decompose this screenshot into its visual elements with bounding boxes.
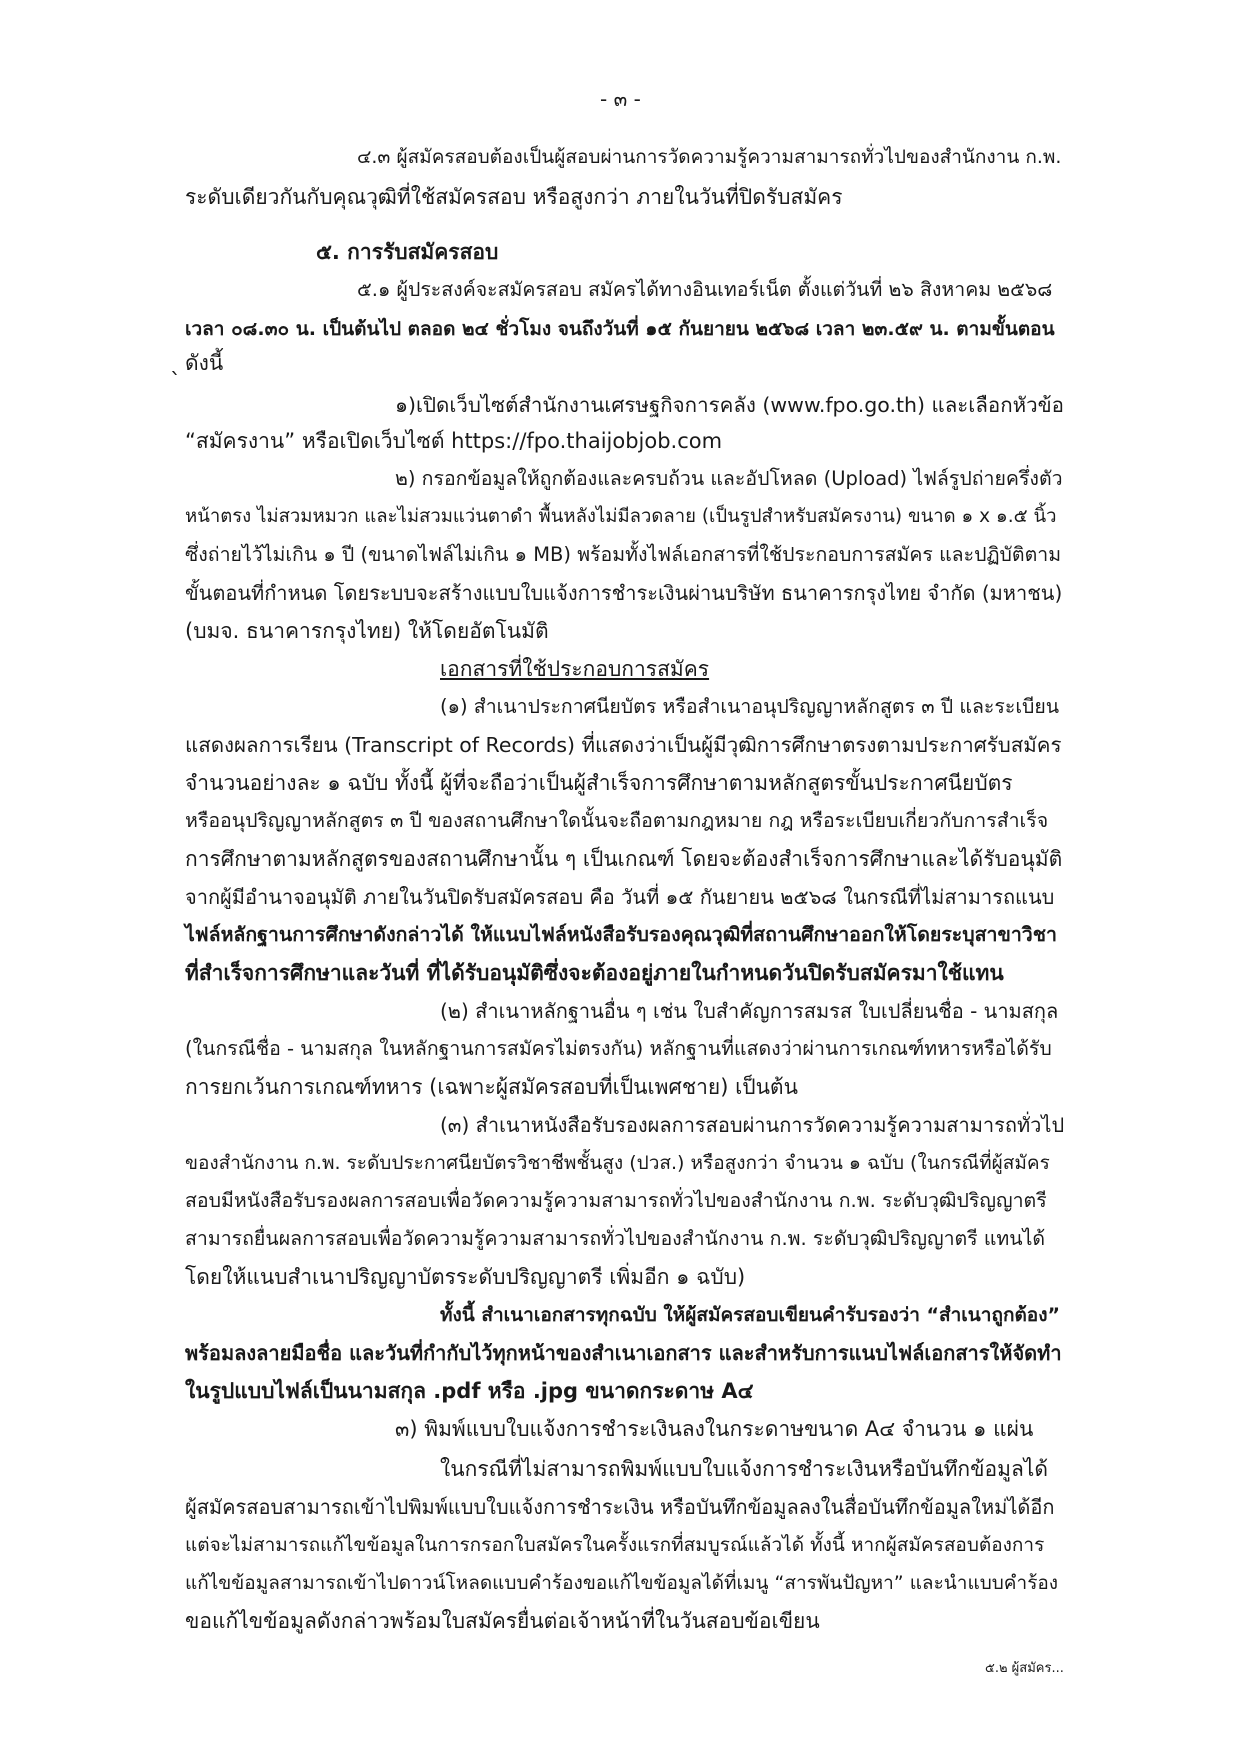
text-line: จำนวนอย่างละ ๑ ฉบับ ทั้งนี้ ผู้ที่จะถือว่าเป็นผู้สำเร็จการศึกษาตามหลักสูตรขั้นประกาศนียบัตร	[185, 771, 1013, 795]
text-line: ๑)เปิดเว็บไซต์สำนักงานเศรษฐกิจการคลัง (www.fpo.go.th) และเลือกหัวข้อ	[395, 393, 1064, 417]
text-line: จากผู้มีอำนาจอนุมัติ ภายในวันปิดรับสมัครสอบ คือ วันที่ ๑๕ กันยายน ๒๕๖๘ ในกรณีที่ไม่สามารถแนบ	[185, 885, 1055, 909]
text-line: ๒) กรอกข้อมูลให้ถูกต้องและครบถ้วน และอัปโหลด (Upload) ไฟล์รูปถ่ายครึ่งตัว	[395, 467, 1063, 490]
text-line: เวลา ๐๘.๓๐ น. เป็นต้นไป ตลอด ๒๔ ชั่วโมง จนถึงวันที่ ๑๕ กันยายน ๒๕๖๘ เวลา ๒๓.๕๙ น. ตามขั้นตอน	[185, 318, 1055, 340]
text-line: “สมัครงาน” หรือเปิดเว็บไซต์ https://fpo.thaijobjob.com	[185, 429, 723, 453]
stray-mark: `	[170, 370, 181, 395]
text-line: โดยให้แนบสำเนาปริญญาบัตรระดับปริญญาตรี เพิ่มอีก ๑ ฉบับ)	[185, 1265, 746, 1289]
text-line: การยกเว้นการเกณฑ์ทหาร (เฉพาะผู้สมัครสอบที่เป็นเพศชาย) เป็นต้น	[185, 1075, 798, 1099]
text-line: ผู้สมัครสอบสามารถเข้าไปพิมพ์แบบใบแจ้งการชำระเงิน หรือบันทึกข้อมูลลงในสื่อบันทึกข้อมูลใหม่ได้อีก	[185, 1495, 1055, 1519]
text-line: ในกรณีที่ไม่สามารถพิมพ์แบบใบแจ้งการชำระเงินหรือบันทึกข้อมูลได้	[440, 1457, 1049, 1481]
text-line: ระดับเดียวกันกับคุณวุฒิที่ใช้สมัครสอบ หรือสูงกว่า ภายในวันที่ปิดรับสมัคร	[185, 185, 843, 209]
text-line: ๕.๒ ผู้สมัคร...	[985, 1661, 1064, 1676]
text-line: แต่จะไม่สามารถแก้ไขข้อมูลในการกรอกใบสมัครในครั้งแรกที่สมบูรณ์แล้วได้ ทั้งนี้ หากผู้สมัครสอบต้องการ	[185, 1534, 1045, 1556]
text-line: (ในกรณีชื่อ - นามสกุล ในหลักฐานการสมัครไม่ตรงกัน) หลักฐานที่แสดงว่าผ่านการเกณฑ์ทหารหรือได้รับ	[185, 1037, 1052, 1060]
text-line: ๔.๓ ผู้สมัครสอบต้องเป็นผู้สอบผ่านการวัดความรู้ความสามารถทั่วไปของสำนักงาน ก.พ.	[357, 146, 1062, 168]
text-line: ๓) พิมพ์แบบใบแจ้งการชำระเงินลงในกระดาษขนาด A๔ จำนวน ๑ แผ่น	[395, 1417, 1034, 1441]
text-line: ดังนี้	[185, 351, 224, 375]
text-line: สอบมีหนังสือรับรองผลการสอบเพื่อวัดความรู้ความสามารถทั่วไปของสำนักงาน ก.พ. ระดับวุฒิปริญญาตรี	[185, 1189, 1047, 1212]
text-line: ๕.๑ ผู้ประสงค์จะสมัครสอบ สมัครได้ทางอินเทอร์เน็ต ตั้งแต่วันที่ ๒๖ สิงหาคม ๒๕๖๘	[357, 278, 1053, 301]
text-line: พร้อมลงลายมือชื่อ และวันที่กำกับไว้ทุกหน้าของสำเนาเอกสาร และสำหรับการแนบไฟล์เอกสารให้จัดทำ	[185, 1341, 1062, 1365]
text-line: ทั้งนี้ สำเนาเอกสารทุกฉบับ ให้ผู้สมัครสอบเขียนคำรับรองว่า “สำเนาถูกต้อง”	[440, 1304, 1060, 1326]
text-line: ขั้นตอนที่กำหนด โดยระบบจะสร้างแบบใบแจ้งการชำระเงินผ่านบริษัท ธนาคารกรุงไทย จำกัด (มหาชน)	[185, 581, 1063, 605]
text-line: แสดงผลการเรียน (Transcript of Records) ที่แสดงว่าเป็นผู้มีวุฒิการศึกษาตรงตามประกาศรับสมัคร	[185, 733, 1062, 757]
text-line: แก้ไขข้อมูลสามารถเข้าไปดาวน์โหลดแบบคำร้องขอแก้ไขข้อมูลได้ที่เมนู “สารพันปัญหา” และนำแบบคำร้อง	[185, 1572, 1059, 1594]
text-line: ไฟล์หลักฐานการศึกษาดังกล่าวได้ ให้แนบไฟล์หนังสือรับรองคุณวุฒิที่สถานศึกษาออกให้โดยระบุสาขาวิชา	[185, 923, 1057, 946]
text-line: (๓) สำเนาหนังสือรับรองผลการสอบผ่านการวัดความรู้ความสามารถทั่วไป	[440, 1113, 1065, 1137]
text-line: ที่สำเร็จการศึกษาและวันที่ ที่ได้รับอนุมัติซึ่งจะต้องอยู่ภายในกำหนดวันปิดรับสมัครมาใช้แทน	[185, 961, 1004, 985]
text-line: (๑) สำเนาประกาศนียบัตร หรือสำเนาอนุปริญญาหลักสูตร ๓ ปี และระเบียน	[440, 695, 1060, 718]
text-line: หรืออนุปริญญาหลักสูตร ๓ ปี ของสถานศึกษาใดนั้นจะถือตามกฎหมาย กฎ หรือระเบียบเกี่ยวกับการสำเร็จ	[185, 809, 1049, 832]
text-line: (๒) สำเนาหลักฐานอื่น ๆ เช่น ใบสำคัญการสมรส ใบเปลี่ยนชื่อ - นามสกุล	[440, 999, 1059, 1023]
text-line: เอกสารที่ใช้ประกอบการสมัคร	[440, 657, 710, 681]
text-line: (บมจ. ธนาคารกรุงไทย) ให้โดยอัตโนมัติ	[185, 619, 549, 643]
text-line: ของสำนักงาน ก.พ. ระดับประกาศนียบัตรวิชาชีพชั้นสูง (ปวส.) หรือสูงกว่า จำนวน ๑ ฉบับ (ในกรณีที่ผู้สมัคร	[185, 1152, 1050, 1174]
text-line: ซึ่งถ่ายไว้ไม่เกิน ๑ ปี (ขนาดไฟล์ไม่เกิน ๑ MB) พร้อมทั้งไฟล์เอกสารที่ใช้ประกอบการสมัคร และปฏิบัติตาม	[185, 543, 1062, 566]
text-line: การศึกษาตามหลักสูตรของสถานศึกษานั้น ๆ เป็นเกณฑ์ โดยจะต้องสำเร็จการศึกษาและได้รับอนุมัติ	[185, 847, 1063, 871]
text-line: ขอแก้ไขข้อมูลดังกล่าวพร้อมใบสมัครยื่นต่อเจ้าหน้าที่ในวันสอบข้อเขียน	[185, 1609, 820, 1633]
page-number: - ๓ -	[600, 87, 641, 111]
text-line: ในรูปแบบไฟล์เป็นนามสกุล .pdf หรือ .jpg ขนาดกระดาษ A๔	[185, 1379, 754, 1403]
text-line: หน้าตรง ไม่สวมหมวก และไม่สวมแว่นตาดำ พื้นหลังไม่มีลวดลาย (เป็นรูปสำหรับสมัครงาน) ขนาด ๑ x ๑.๕ นิ้ว	[185, 506, 1057, 527]
text-line: สามารถยื่นผลการสอบเพื่อวัดความรู้ความสามารถทั่วไปของสำนักงาน ก.พ. ระดับวุฒิปริญญาตรี แทนได้	[185, 1227, 1046, 1250]
text-line: ๕. การรับสมัครสอบ	[316, 240, 499, 264]
